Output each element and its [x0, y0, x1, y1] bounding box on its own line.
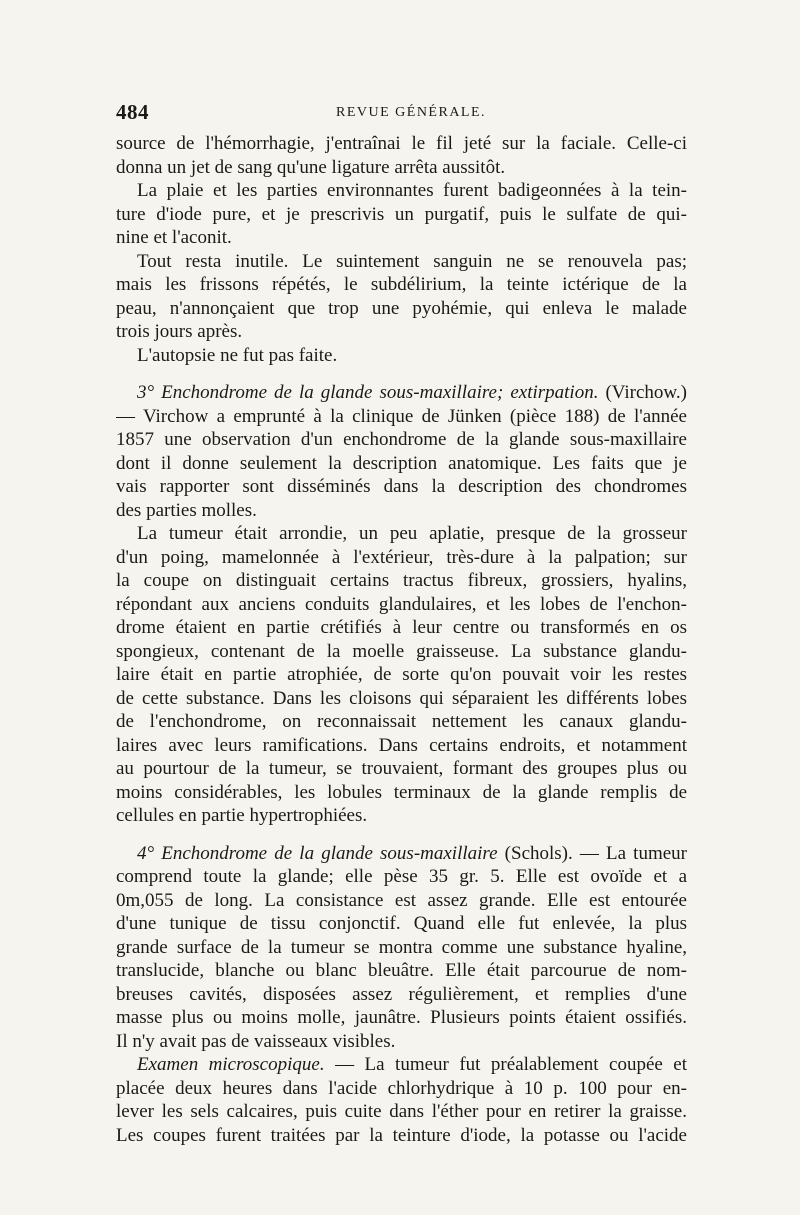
text-line: drome étaient en partie crétifiés à leur centre ou transformés en os: [116, 617, 687, 638]
text-line: vais rapporter sont disséminés dans la description des chondromes: [116, 476, 687, 497]
section-gap: [116, 367, 687, 381]
text-line: de l'enchondrome, on reconnaissait nettement les canaux glandu-: [116, 711, 687, 732]
body-text: [116, 132, 687, 1147]
text-line: — Virchow a emprunté à la clinique de Jünken (pièce 188) de l'année: [116, 405, 687, 427]
section-gap: [116, 828, 687, 842]
running-title: REVUE GÉNÉRALE.: [336, 105, 487, 120]
text-line: comprend toute la glande; elle pèse 35 gr. 5. Elle est ovoïde et a: [116, 866, 687, 887]
text-line: translucide, blanche ou blanc bleuâtre. Elle était parcourue de nom-: [116, 960, 687, 981]
text-line: L'autopsie ne fut pas faite.: [137, 344, 338, 366]
text-line: La plaie et les parties environnantes furent badigeonnées à la tein-: [137, 180, 687, 201]
section-heading-line: [116, 842, 687, 866]
text-line: Tout resta inutile. Le suintement sanguin ne se renouvela pas;: [137, 250, 687, 272]
text-line: la coupe on distinguait certains tractus fibreux, grossiers, hyalins,: [116, 570, 687, 591]
text-line: d'un poing, mamelonnée à l'extérieur, très-dure à la palpation; sur: [116, 546, 687, 568]
text-line: répondant aux anciens conduits glandulaires, et les lobes de l'enchon-: [116, 593, 687, 615]
text-line: moins considérables, les lobules terminaux de la glande remplis de: [116, 781, 687, 803]
page-header: [116, 100, 687, 126]
text-line: placée deux heures dans l'acide chlorhydrique à 10 p. 100 pour en-: [116, 1077, 687, 1099]
text-line: peau, n'annonçaient que trop une pyohémie, qui enleva le malade: [116, 297, 687, 319]
text-line: de cette substance. Dans les cloisons qui séparaient les différents lobes: [116, 687, 687, 709]
subsection-text: — La tumeur fut préalablement coupée et: [324, 1054, 687, 1075]
text-line: donna un jet de sang qu'une ligature arrêta aussitôt.: [116, 156, 506, 178]
section-heading: 3° Enchondrome de la glande sous-maxillaire; extirpation.: [137, 382, 599, 403]
text-line: masse plus ou moins molle, jaunâtre. Plusieurs points étaient ossifiés.: [116, 1007, 687, 1028]
text-line: cellules en partie hypertrophiées.: [116, 805, 368, 826]
page-number: 484: [116, 100, 149, 124]
text-line: lever les sels calcaires, puis cuite dans l'éther pour en retirer la graisse.: [116, 1101, 687, 1122]
text-line: Les coupes furent traitées par la teinture d'iode, la potasse ou l'acide: [116, 1124, 687, 1146]
text-line: breuses cavités, disposées assez régulièrement, et remplies d'une: [116, 983, 687, 1005]
text-line: grande surface de la tumeur se montra comme une substance hyaline,: [116, 936, 687, 958]
section-heading-source: (Virchow.): [598, 382, 687, 403]
section-heading-line: [116, 381, 687, 405]
text-line: nine et l'aconit.: [116, 227, 232, 248]
text-line: ture d'iode pure, et je prescrivis un purgatif, puis le sulfate de qui-: [116, 203, 687, 225]
text-line: trois jours après.: [116, 321, 243, 342]
text-line: mais les frissons répétés, le subdélirium, la teinte ictérique de la: [116, 274, 687, 295]
text-line: 0m,055 de long. La consistance est assez grande. Elle est entourée: [116, 889, 687, 911]
text-line: laires avec leurs ramifications. Dans certains endroits, et notamment: [116, 734, 687, 756]
text-line: Il n'y avait pas de vaisseaux visibles.: [116, 1030, 396, 1052]
text-line: dont il donne seulement la description anatomique. Les faits que je: [116, 452, 687, 474]
subsection-heading: Examen microscopique.: [137, 1054, 325, 1075]
text-line: La tumeur était arrondie, un peu aplatie, presque de la grosseur: [137, 523, 687, 544]
text-line: source de l'hémorrhagie, j'entraînai le fil jeté sur la faciale. Celle-ci: [116, 133, 687, 154]
text-line: des parties molles.: [116, 499, 257, 521]
subsection-heading-line: [116, 1053, 687, 1077]
text-line: d'une tunique de tissu conjonctif. Quand elle fut enlevée, la plus: [116, 913, 687, 934]
text-line: 1857 une observation d'un enchondrome de la glande sous-maxillaire: [116, 429, 687, 450]
section-heading: 4° Enchondrome de la glande sous-maxillaire: [137, 842, 498, 864]
section-heading-source: (Schols). — La tumeur: [497, 842, 687, 864]
text-line: laire était en partie atrophiée, de sorte qu'on pouvait voir les restes: [116, 664, 687, 685]
text-line: au pourtour de la tumeur, se trouvaient, formant des groupes plus ou: [116, 758, 687, 779]
text-line: spongieux, contenant de la moelle graisseuse. La substance glandu-: [116, 640, 687, 662]
